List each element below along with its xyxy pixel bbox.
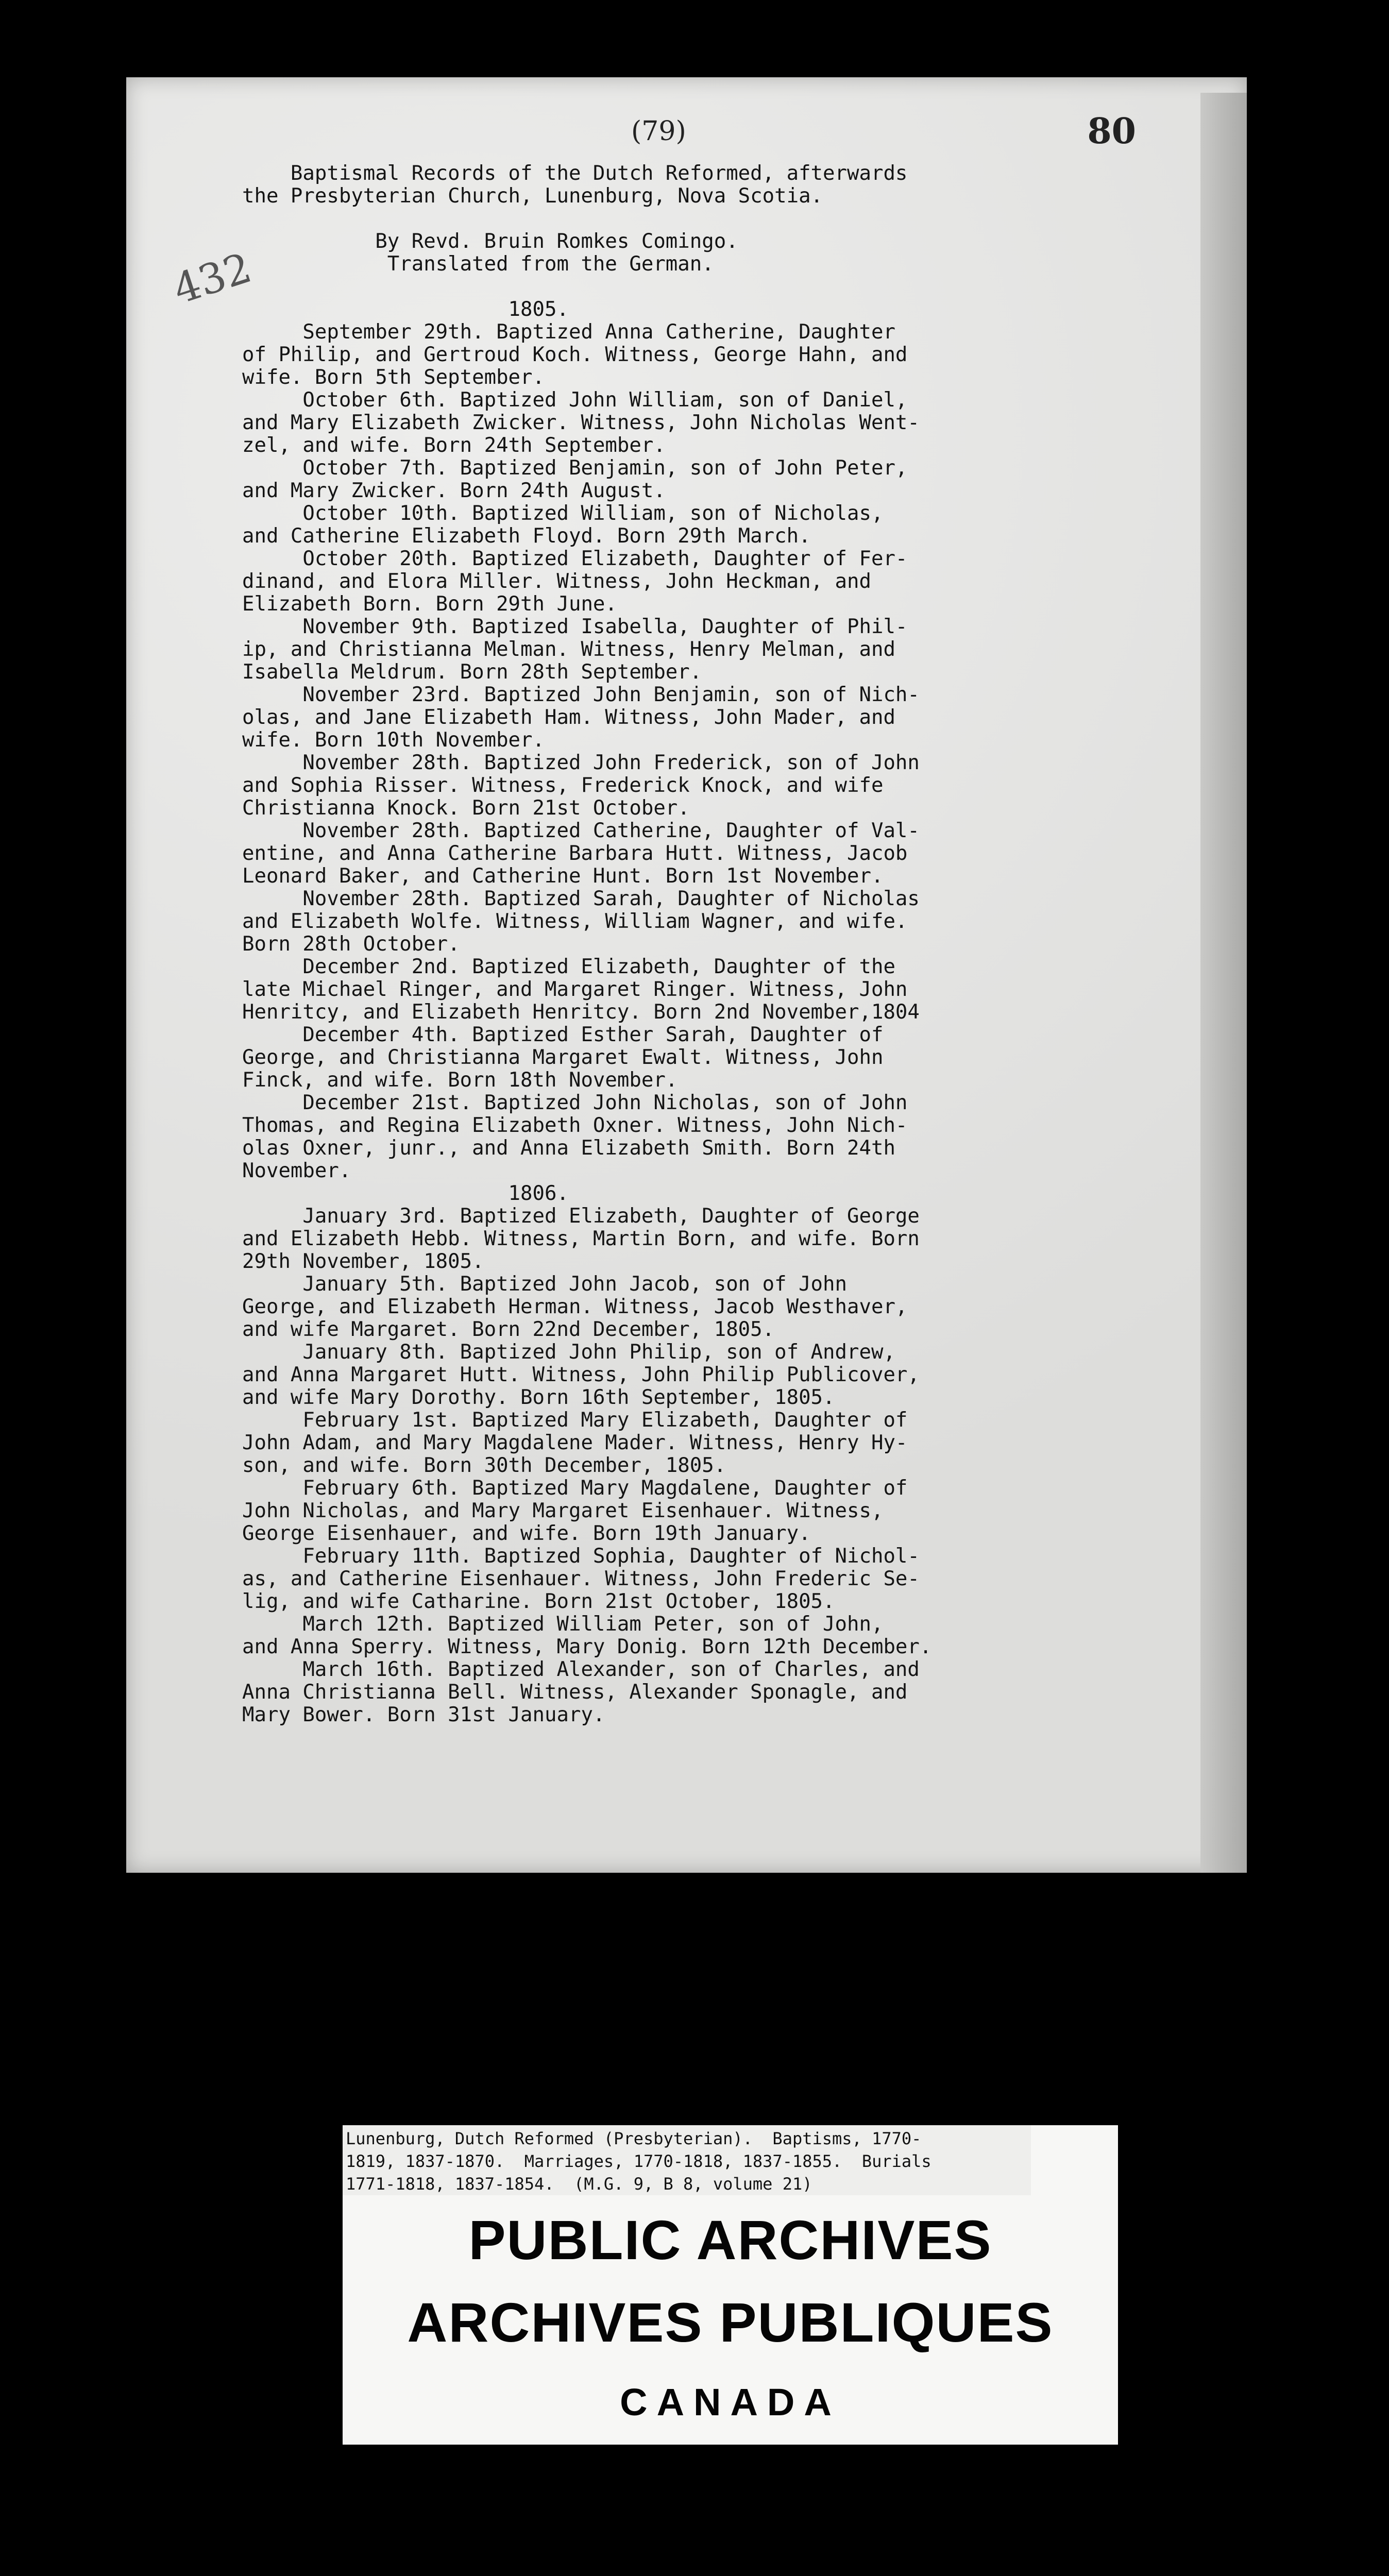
record-line: George, and Christianna Margaret Ewalt. Witness, John (242, 1046, 884, 1069)
record-line: Henritcy, and Elizabeth Henritcy. Born 2nd November,1804 (242, 1001, 920, 1024)
record-line: March 16th. Baptized Alexander, son of Charles, and (242, 1658, 920, 1681)
record-line: zel, and wife. Born 24th September. (242, 434, 666, 457)
record-line: John Adam, and Mary Magdalene Mader. Witness, Henry Hy- (242, 1432, 908, 1454)
record-line: February 11th. Baptized Sophia, Daughter of Nichol- (242, 1545, 920, 1568)
record-line: and Catherine Elizabeth Floyd. Born 29th March. (242, 525, 811, 548)
record-line: of Philip, and Gertroud Koch. Witness, George Hahn, and (242, 344, 908, 366)
label-typed-description (343, 2125, 1031, 2195)
record-line: October 10th. Baptized William, son of Nicholas, (242, 502, 884, 525)
record-line: and Anna Sperry. Witness, Mary Donig. Born 12th December. (242, 1636, 932, 1658)
record-line: entine, and Anna Catherine Barbara Hutt. Witness, Jacob (242, 842, 908, 865)
record-line: October 7th. Baptized Benjamin, son of John Peter, (242, 457, 908, 480)
record-line: Elizabeth Born. Born 29th June. (242, 593, 617, 616)
record-line: and Mary Zwicker. Born 24th August. (242, 480, 666, 502)
record-line: Thomas, and Regina Elizabeth Oxner. Witness, John Nich- (242, 1114, 908, 1137)
record-line: wife. Born 10th November. (242, 729, 545, 752)
record-line: 1805. (242, 298, 569, 321)
record-line: November. (242, 1160, 351, 1182)
record-line (242, 276, 1190, 298)
record-line: lig, and wife Catharine. Born 21st October, 1805. (242, 1590, 835, 1613)
record-line: and Elizabeth Wolfe. Witness, William Wagner, and wife. (242, 910, 908, 933)
record-line: December 21st. Baptized John Nicholas, son of John (242, 1092, 908, 1114)
record-line: and Elizabeth Hebb. Witness, Martin Born, and wife. Born (242, 1228, 920, 1250)
label-french-title: ARCHIVES PUBLIQUES (407, 2291, 1054, 2353)
record-line: and Mary Elizabeth Zwicker. Witness, John Nicholas Went- (242, 412, 920, 434)
record-line: February 1st. Baptized Mary Elizabeth, Daughter of (242, 1409, 908, 1432)
record-line: ip, and Christianna Melman. Witness, Henry Melman, and (242, 638, 895, 661)
record-line: olas Oxner, junr., and Anna Elizabeth Smith. Born 24th (242, 1137, 895, 1160)
record-line: and Anna Margaret Hutt. Witness, John Philip Publicover, (242, 1364, 920, 1386)
record-line: Baptismal Records of the Dutch Reformed, afterwards (242, 162, 908, 185)
record-line: November 28th. Baptized Catherine, Daughter of Val- (242, 820, 920, 842)
record-line: and Sophia Risser. Witness, Frederick Knock, and wife (242, 774, 884, 797)
record-line: January 8th. Baptized John Philip, son of Andrew, (242, 1341, 895, 1364)
record-line: By Revd. Bruin Romkes Comingo. (242, 230, 738, 253)
label-line: 1819, 1837-1870. Marriages, 1770-1818, 1837-1855. Burials (346, 2151, 931, 2171)
record-line: George Eisenhauer, and wife. Born 19th January. (242, 1522, 811, 1545)
typed-record-text (242, 162, 1190, 1726)
record-line: Translated from the German. (242, 253, 714, 276)
label-line: Lunenburg, Dutch Reformed (Presbyterian). Baptisms, 1770- (346, 2129, 922, 2148)
record-line: January 3rd. Baptized Elizabeth, Daughter of George (242, 1205, 920, 1228)
label-country: CANADA (620, 2381, 841, 2424)
record-line: November 9th. Baptized Isabella, Daughter of Phil- (242, 616, 908, 638)
record-line: December 4th. Baptized Esther Sarah, Daughter of (242, 1024, 884, 1046)
original-page-number: (79) (631, 116, 686, 147)
record-line: George, and Elizabeth Herman. Witness, Jacob Westhaver, (242, 1296, 908, 1318)
stamped-page-number: 80 (1087, 111, 1136, 152)
record-line: olas, and Jane Elizabeth Ham. Witness, John Mader, and (242, 706, 895, 729)
record-line: February 6th. Baptized Mary Magdalene, Daughter of (242, 1477, 908, 1500)
record-line (242, 208, 1190, 230)
record-line: son, and wife. Born 30th December, 1805. (242, 1454, 726, 1477)
record-line: as, and Catherine Eisenhauer. Witness, John Frederic Se- (242, 1568, 920, 1590)
record-line: the Presbyterian Church, Lunenburg, Nova Scotia. (242, 185, 823, 208)
record-line: November 23rd. Baptized John Benjamin, son of Nich- (242, 684, 920, 706)
record-line: Christianna Knock. Born 21st October. (242, 797, 690, 820)
record-line: October 20th. Baptized Elizabeth, Daughter of Fer- (242, 548, 908, 570)
record-line: November 28th. Baptized John Frederick, son of John (242, 752, 920, 774)
record-line: Isabella Meldrum. Born 28th September. (242, 661, 702, 684)
label-english-title: PUBLIC ARCHIVES (468, 2209, 992, 2271)
record-line: September 29th. Baptized Anna Catherine, Daughter (242, 321, 895, 344)
archive-label (343, 2125, 1118, 2445)
page-edge (1200, 93, 1247, 1873)
label-line: 1771-1818, 1837-1854. (M.G. 9, B 8, volume 21) (346, 2174, 812, 2194)
record-line: 29th November, 1805. (242, 1250, 484, 1273)
page-numbers (631, 111, 1136, 162)
record-line: wife. Born 5th September. (242, 366, 545, 389)
record-line: October 6th. Baptized John William, son of Daniel, (242, 389, 908, 412)
record-line: John Nicholas, and Mary Margaret Eisenhauer. Witness, (242, 1500, 884, 1522)
record-line: 1806. (242, 1182, 569, 1205)
handwritten-margin-note: 432 (167, 243, 257, 314)
record-line: Mary Bower. Born 31st January. (242, 1704, 605, 1726)
record-line: Finck, and wife. Born 18th November. (242, 1069, 678, 1092)
record-line: and wife Mary Dorothy. Born 16th September, 1805. (242, 1386, 835, 1409)
record-line: late Michael Ringer, and Margaret Ringer. Witness, John (242, 978, 908, 1001)
record-line: January 5th. Baptized John Jacob, son of John (242, 1273, 847, 1296)
record-line: Born 28th October. (242, 933, 460, 956)
record-line: Anna Christianna Bell. Witness, Alexander Sponagle, and (242, 1681, 908, 1704)
record-line: dinand, and Elora Miller. Witness, John Heckman, and (242, 570, 871, 593)
record-line: March 12th. Baptized William Peter, son of John, (242, 1613, 884, 1636)
record-line: November 28th. Baptized Sarah, Daughter of Nicholas (242, 888, 920, 910)
record-line: Leonard Baker, and Catherine Hunt. Born 1st November. (242, 865, 884, 888)
record-line: December 2nd. Baptized Elizabeth, Daughter of the (242, 956, 895, 978)
record-line: and wife Margaret. Born 22nd December, 1805. (242, 1318, 775, 1341)
